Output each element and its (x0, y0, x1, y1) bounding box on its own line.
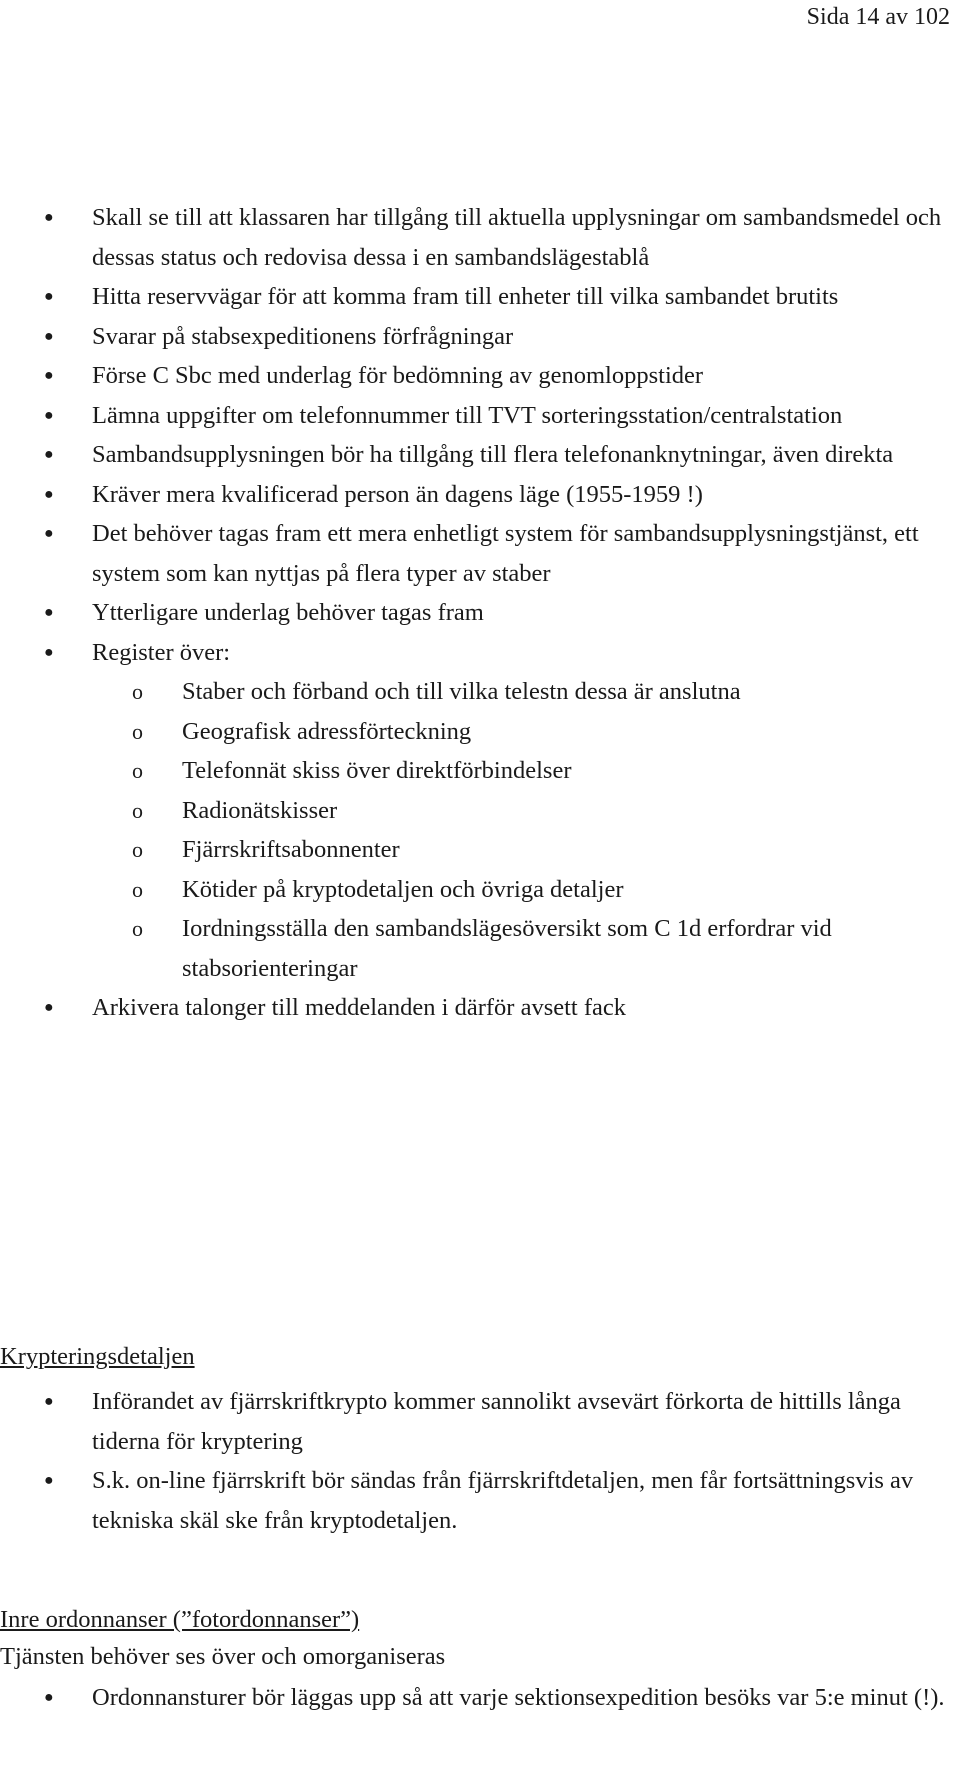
bullet-icon: ● (44, 327, 54, 345)
bullet-icon: ● (44, 406, 54, 424)
section-heading-krypteringsdetaljen: Krypteringsdetaljen (0, 1343, 195, 1370)
bullet-icon: ● (44, 525, 54, 542)
list-item: ● Arkivera talonger till meddelanden i därför avsett fack (0, 988, 960, 1028)
list-item: ● Register över: (0, 633, 960, 673)
page-number: Sida 14 av 102 (806, 4, 950, 30)
ordonnanser-bullet-list (0, 1678, 960, 1718)
bullet-icon: ● (44, 288, 54, 305)
list-item: ● Kräver mera kvalificerad person än dagens läge (1955-1959 !) (0, 475, 960, 515)
bullet-icon: ● (44, 209, 54, 226)
sublist-item: o Iordningsställa den sambandslägesöversikt som C 1d erfordrar vid stabsorienteringar (0, 909, 960, 988)
circle-bullet-icon: o (132, 916, 143, 941)
main-bullet-list (0, 198, 960, 1028)
list-item: ● Förse C Sbc med underlag för bedömning av genomloppstider (0, 356, 960, 396)
list-item: ● Det behöver tagas fram ett mera enhetligt system för sambandsupplysningstjänst, ett system som kan nyttjas på flera typer av staber (0, 514, 960, 593)
circle-bullet-icon: o (132, 837, 143, 862)
sublist-item: o Geografisk adressförteckning (0, 712, 960, 752)
list-item: ● Skall se till att klassaren har tillgång till aktuella upplysningar om sambandsmedel och dessas status och redovisa dessa i en sambandslägestablå (0, 198, 960, 277)
list-item: ● Hitta reservvägar för att komma fram till enheter till vilka sambandet brutits (0, 277, 960, 317)
list-item: ● Ordonnansturer bör läggas upp så att varje sektionsexpedition besöks var 5:e minut (!). (0, 1678, 960, 1718)
bullet-icon: ● (44, 367, 54, 384)
list-item: ● Sambandsupplysningen bör ha tillgång till flera telefonanknytningar, även direkta (0, 435, 960, 475)
bullet-icon: ● (44, 643, 54, 661)
krypto-bullet-list (0, 1382, 960, 1540)
sublist-item: o Fjärrskriftsabonnenter (0, 830, 960, 870)
bullet-icon: ● (44, 999, 54, 1016)
sublist-item: o Staber och förband och till vilka telestn dessa är anslutna (0, 672, 960, 712)
circle-bullet-icon: o (132, 876, 143, 902)
bullet-icon: ● (44, 1689, 54, 1706)
bullet-icon: ● (44, 1472, 54, 1489)
bullet-icon: ● (44, 1393, 54, 1410)
list-item: ● Svarar på stabsexpeditionens förfrågningar (0, 317, 960, 357)
circle-bullet-icon: o (132, 758, 143, 783)
sublist-item: o Telefonnät skiss över direktförbindelser (0, 751, 960, 791)
list-item: ● Lämna uppgifter om telefonnummer till TVT sorteringsstation/centralstation (0, 396, 960, 436)
circle-bullet-icon: o (132, 797, 143, 823)
register-sublist (0, 672, 960, 988)
section-intro-text: Tjänsten behöver ses över och omorganiseras (0, 1643, 446, 1670)
list-item: ● Ytterligare underlag behöver tagas fram (0, 593, 960, 633)
bullet-icon: ● (44, 485, 54, 503)
bullet-icon: ● (44, 446, 54, 463)
list-item: ● Införandet av fjärrskriftkrypto kommer sannolikt avsevärt förkorta de hittills långa tiderna för kryptering (0, 1382, 960, 1461)
circle-bullet-icon: o (132, 718, 143, 744)
bullet-icon: ● (44, 604, 54, 621)
section-heading-inre-ordonnanser: Inre ordonnanser (”fotordonnanser”) (0, 1606, 360, 1633)
sublist-item: o Radionätskisser (0, 791, 960, 831)
sublist-item: o Kötider på kryptodetaljen och övriga detaljer (0, 870, 960, 910)
circle-bullet-icon: o (132, 679, 143, 704)
list-item: ● S.k. on-line fjärrskrift bör sändas från fjärrskriftdetaljen, men får fortsättningsvis av tekniska skäl ske från kryptodetaljen. (0, 1461, 960, 1540)
